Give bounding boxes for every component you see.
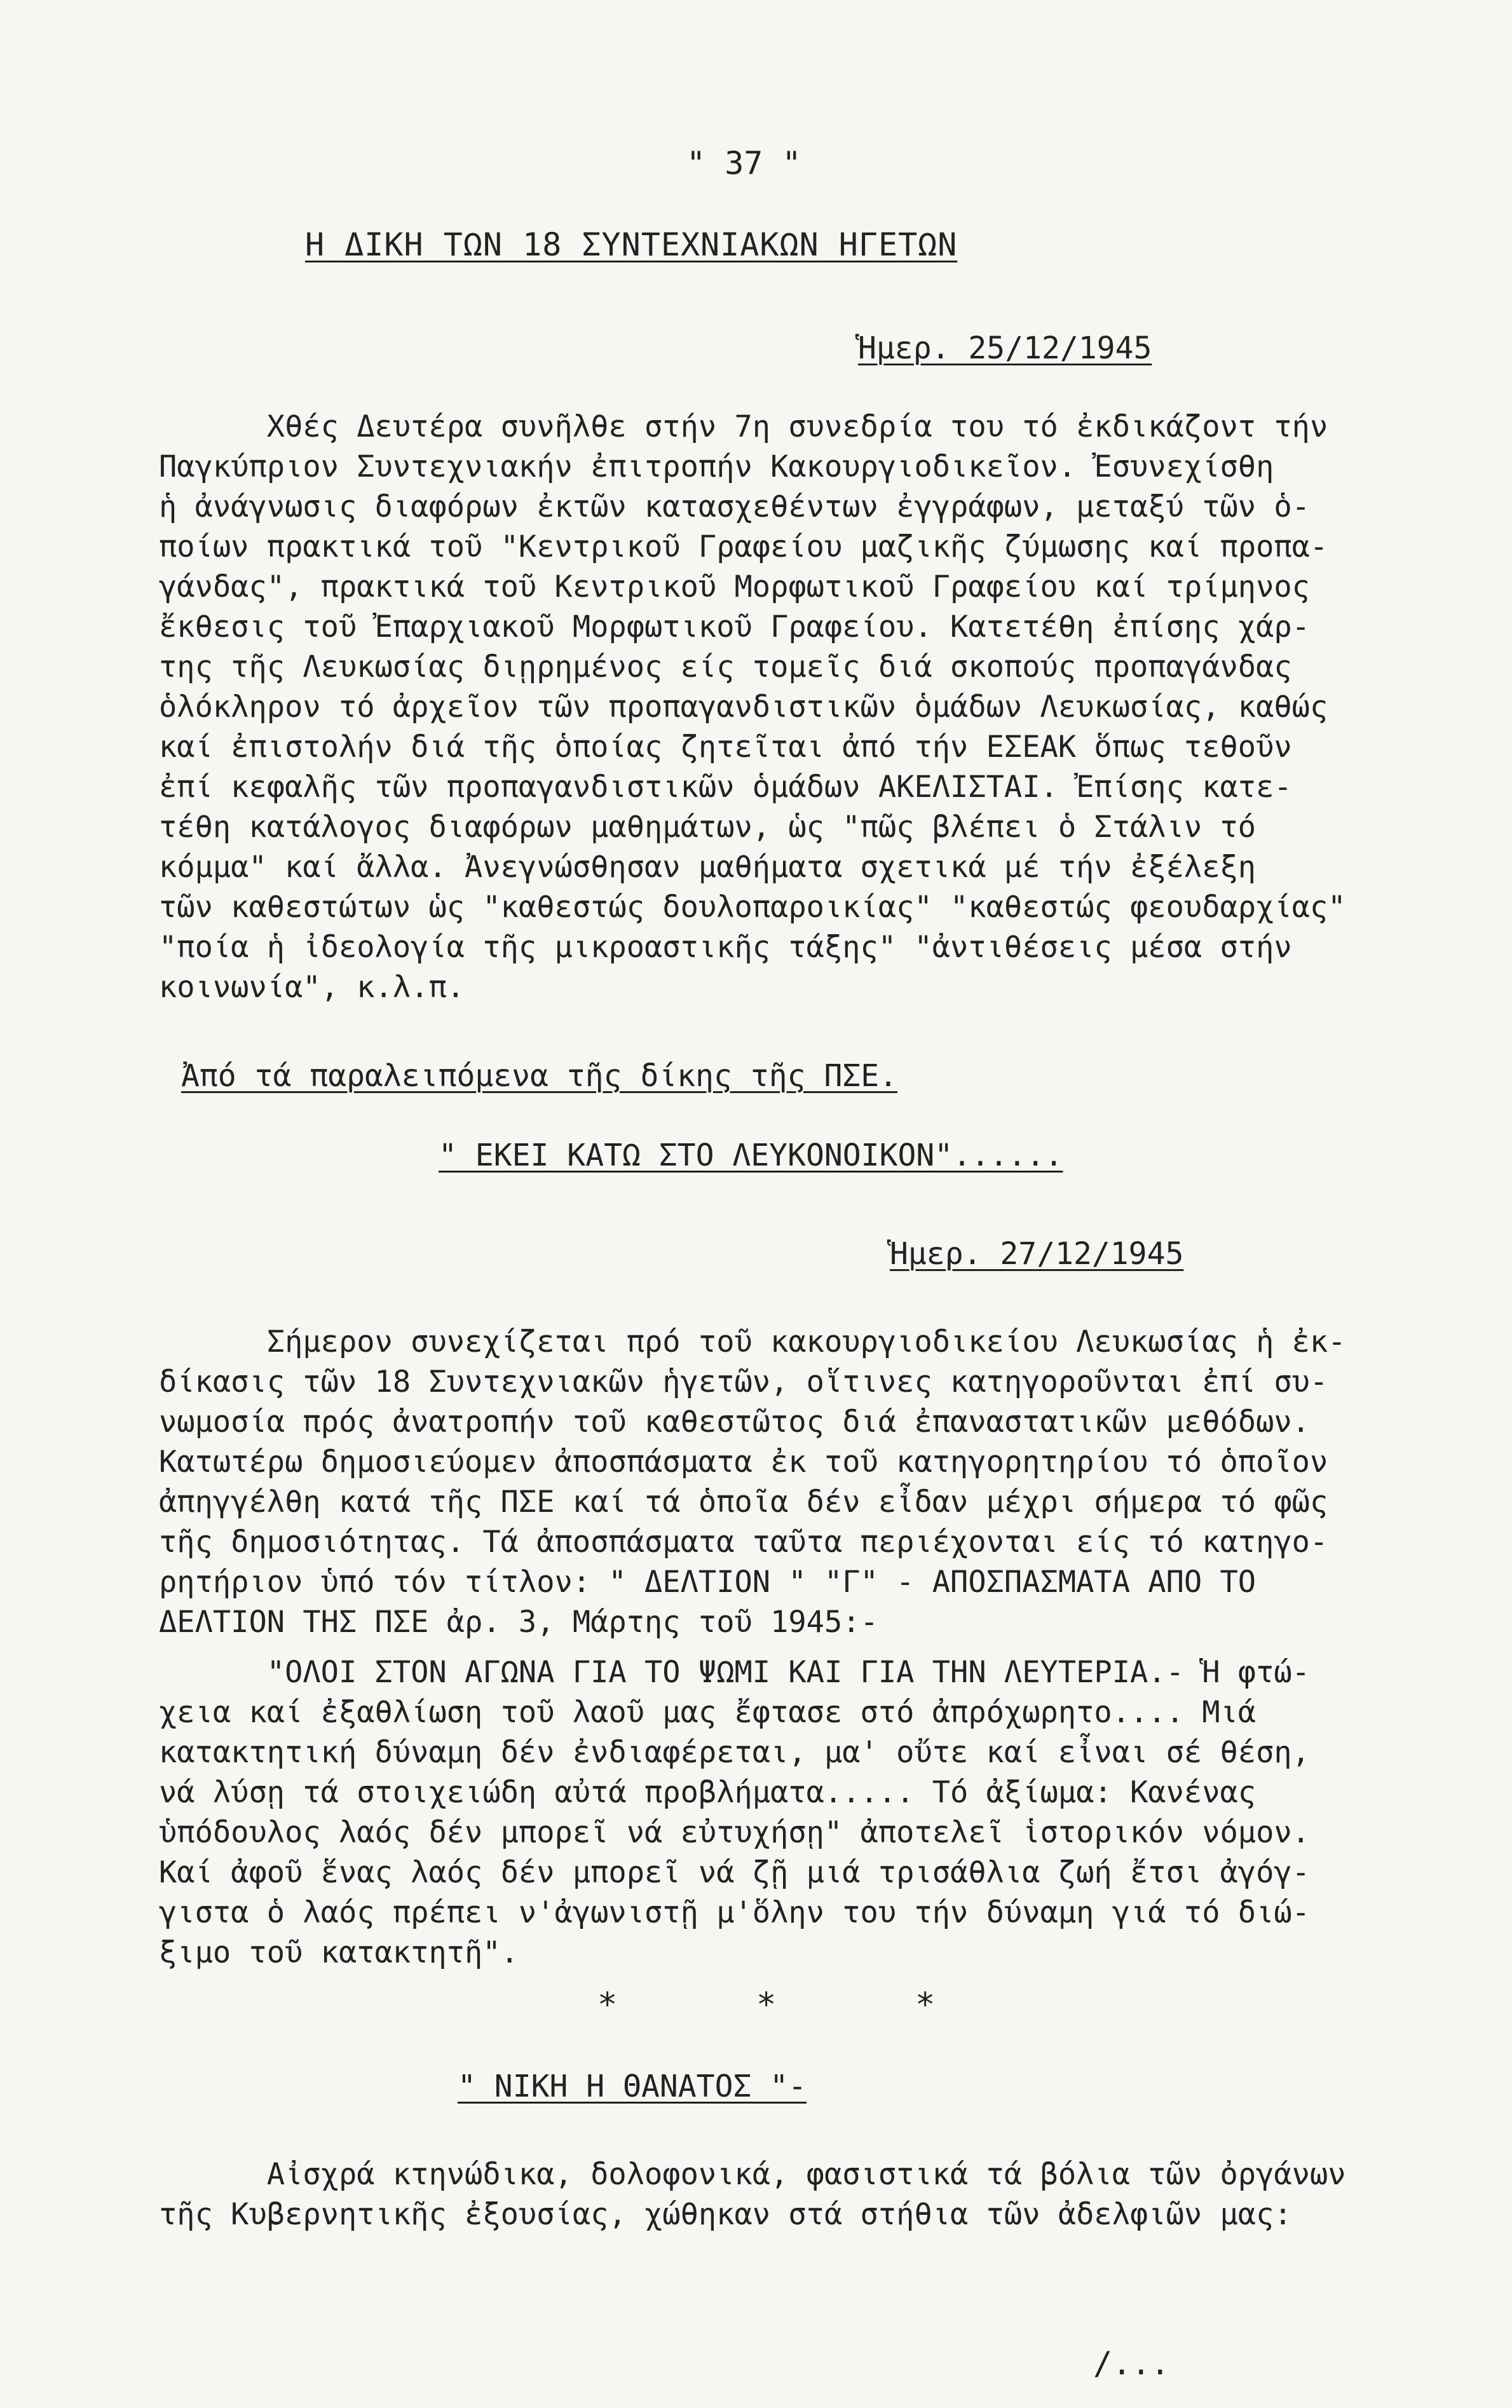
page-number: " 37 " <box>686 145 801 182</box>
section3-line: τῆς Κυβερνητικῆς ἐξουσίας, χώθηκαν στά στήθια τῶν ἀδελφιῶν μας: <box>159 2197 1292 2232</box>
quote-line: νά λύσῃ τά στοιχειώδη αὐτά προβλήματα..... Τό ἀξίωμα: Κανένας <box>159 1775 1257 1810</box>
section1-line: καί ἐπιστολήν διά τῆς ὁποίας ζητεῖται ἀπό τήν ΕΣΕΑΚ ὅπως τεθοῦν <box>159 730 1292 765</box>
separator-star: * <box>915 1986 936 2024</box>
section1-line: ἡ ἀνάγνωσις διαφόρων ἐκτῶν κατασχεθέντων ἐγγράφων, μεταξύ τῶν ὁ- <box>159 489 1310 524</box>
section3-title <box>458 2069 807 2104</box>
continuation-mark: /... <box>1093 2345 1170 2382</box>
section1-line: τῶν καθεστώτων ὡς "καθεστώς δουλοπαροικίας" "καθεστώς φεουδαρχίας" <box>159 890 1346 925</box>
section1-line: Χθές Δευτέρα συνῆλθε στήν 7η συνεδρία του τό ἐκδικάζοντ τήν <box>159 409 1328 444</box>
section2-line: Κατωτέρω δημοσιεύομεν ἀποσπάσματα ἐκ τοῦ κατηγορητηρίου τό ὁποῖον <box>159 1445 1328 1479</box>
section2-line: Σήμερον συνεχίζεται πρό τοῦ κακουργιοδικείου Λευκωσίας ἡ ἐκ- <box>159 1324 1346 1359</box>
separator-star: * <box>597 1986 618 2024</box>
section1-line: κόμμα" καί ἄλλα. Ἀνεγνώσθησαν μαθήματα σχετικά μέ τήν ἐξέλεξη <box>159 850 1257 885</box>
section2-title-text: " ΕΚΕΙ ΚΑΤΩ ΣΤΟ ΛΕΥΚΟΝΟΙΚΟΝ"...... <box>439 1138 1063 1173</box>
section2-line: δίκασις τῶν 18 Συντεχνιακῶν ἡγετῶν, οἵτινες κατηγοροῦνται ἐπί συ- <box>159 1364 1328 1399</box>
quote-line: κατακτητική δύναμη δέν ἐνδιαφέρεται, μα' οὔτε καί εἶναι σέ θέση, <box>159 1735 1310 1770</box>
section2-line: νωμοσία πρός ἀνατροπήν τοῦ καθεστῶτος διά ἐπαναστατικῶν μεθόδων. <box>159 1405 1310 1439</box>
section1-line: ἐπί κεφαλῆς τῶν προπαγανδιστικῶν ὁμάδων ΑΚΕΛΙΣΤΑΙ. Ἐπίσης κατε- <box>159 770 1292 805</box>
section1-line: ἔκθεσις τοῦ Ἐπαρχιακοῦ Μορφωτικοῦ Γραφείου. Κατετέθη ἐπίσης χάρ- <box>159 609 1310 644</box>
section2-line: ρητήριον ὑπό τόν τίτλον: " ΔΕΛΤΙΟΝ " "Γ" - ΑΠΟΣΠΑΣΜΑΤΑ ΑΠΟ ΤΟ <box>159 1565 1257 1600</box>
section1-line: Παγκύπριον Συντεχνιακήν ἐπιτροπήν Κακουργιοδικεῖον. Ἐσυνεχίσθη <box>159 449 1274 484</box>
section-separator <box>597 1986 1074 2024</box>
section1-line: κοινωνία", κ.λ.π. <box>159 970 465 1005</box>
section2-line: ΔΕΛΤΙΟΝ ΤΗΣ ΠΣΕ ἀρ. 3, Μάρτης τοῦ 1945:- <box>159 1605 878 1640</box>
section1-body <box>159 407 1424 1007</box>
section1-line: τέθη κατάλογος διαφόρων μαθημάτων, ὡς "πῶς βλέπει ὁ Στάλιν τό <box>159 810 1257 845</box>
section2-line: ἀπηγγέλθη κατά τῆς ΠΣΕ καί τά ὁποῖα δέν εἶδαν μέχρι σήμερα τό φῶς <box>159 1485 1328 1520</box>
section2-quote <box>159 1652 1424 1973</box>
section2-date: Ἡμερ. 27/12/1945 <box>890 1236 1184 1272</box>
quote-line: Καί ἀφοῦ ἕνας λαός δέν μπορεῖ νά ζῇ μιά τρισάθλια ζωή ἔτσι ἀγόγ- <box>159 1855 1310 1890</box>
section2-body <box>159 1322 1424 1642</box>
section3-title-text: " ΝΙΚΗ Η ΘΑΝΑΤΟΣ "- <box>458 2069 807 2104</box>
section1-line: ὁλόκληρον τό ἀρχεῖον τῶν προπαγανδιστικῶν ὁμάδων Λευκωσίας, καθώς <box>159 690 1328 724</box>
section1-line: ποίων πρακτικά τοῦ "Κεντρικοῦ Γραφείου μαζικῆς ζύμωσης καί προπα- <box>159 529 1328 564</box>
section3-line: Αἰσχρά κτηνώδικα, δολοφονικά, φασιστικά τά βόλια τῶν ὀργάνων <box>159 2157 1346 2192</box>
section1-line: γάνδας", πρακτικά τοῦ Κεντρικοῦ Μορφωτικοῦ Γραφείου καί τρίμηνος <box>159 569 1310 604</box>
section2-subheading: Ἀπό τά παραλειπόμενα τῆς δίκης τῆς ΠΣΕ. <box>181 1058 898 1094</box>
quote-line: "ΟΛΟΙ ΣΤΟΝ ΑΓΩΝΑ ΓΙΑ ΤΟ ΨΩΜΙ ΚΑΙ ΓΙΑ ΤΗΝ ΛΕΥΤΕΡΙΑ.- Ἡ φτώ- <box>159 1655 1310 1690</box>
separator-star: * <box>756 1986 777 2024</box>
quote-line: γιστα ὁ λαός πρέπει ν'ἀγωνιστῇ μ'ὅλην του τήν δύναμη γιά τό διώ- <box>159 1895 1310 1930</box>
section3-body <box>159 2154 1424 2235</box>
section1-line: "ποία ἡ ἰδεολογία τῆς μικροαστικῆς τάξης" "ἀντιθέσεις μέσα στήν <box>159 930 1292 965</box>
quote-line: ξιμο τοῦ κατακτητῆ". <box>159 1935 519 1970</box>
quote-line: χεια καί ἐξαθλίωση τοῦ λαοῦ μας ἔφτασε στό ἀπρόχωρητο.... Μιά <box>159 1695 1257 1730</box>
section1-line: της τῆς Λευκωσίας διῃρημένος είς τομεῖς διά σκοπούς προπαγάνδας <box>159 650 1292 684</box>
section2-line: τῆς δημοσιότητας. Τά ἀποσπάσματα ταῦτα περιέχονται είς τό κατηγο- <box>159 1525 1328 1560</box>
quote-line: ὑπόδουλος λαός δέν μπορεῖ νά εὐτυχήσῃ" ἀποτελεῖ ἱστορικόν νόμον. <box>159 1815 1310 1850</box>
section1-date: Ἡμερ. 25/12/1945 <box>858 330 1152 366</box>
document-heading: Η ΔΙΚΗ ΤΩΝ 18 ΣΥΝΤΕΧΝΙΑΚΩΝ ΗΓΕΤΩΝ <box>305 226 958 263</box>
section2-title <box>439 1138 1063 1173</box>
